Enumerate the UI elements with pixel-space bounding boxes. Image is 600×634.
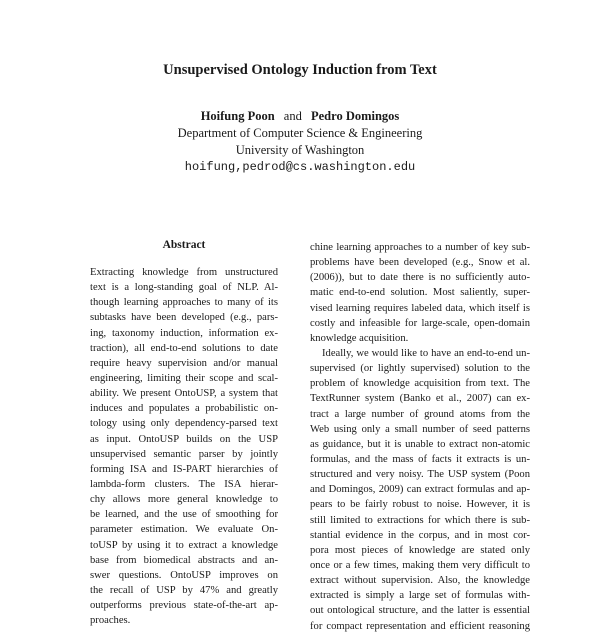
abstract-text-line: Extracting knowledge from unstructured xyxy=(90,267,278,278)
abstract-text-line: traction), all end-to-end solutions to date xyxy=(90,342,278,354)
body-para2-line: still limited to extractions for which there is sub- xyxy=(310,514,530,526)
body-para2-line: extract without supervision. Also, the knowledge xyxy=(310,575,530,587)
author-names xyxy=(0,108,600,125)
abstract-heading: Abstract xyxy=(162,239,206,251)
abstract-text-line: engineering, limiting their scope and scal- xyxy=(90,372,278,384)
abstract-text-line: be learned, and the use of smoothing for xyxy=(90,509,278,521)
abstract-text-line: proaches. xyxy=(90,615,131,627)
body-para2-line: for compact representation and efficient reasoning xyxy=(310,620,530,632)
abstract-text-line: lambda-form clusters. The ISA hierar- xyxy=(90,478,278,490)
body-para2-line: once or a few times, making them very difficult to xyxy=(310,559,530,571)
body-para2-line: pears to be fairly robust to noise. However, it is xyxy=(310,499,530,511)
body-para2-line: and Domingos, 2009) can extract formulas and ap- xyxy=(310,484,530,496)
body-para1-line: (2006)), but to date there is no sufficiently auto- xyxy=(310,272,530,284)
author-block xyxy=(0,108,600,176)
abstract-text-line: unsupervised semantic parser by jointly xyxy=(90,448,278,460)
body-para1-line: problems have been developed (e.g., Snow et al. xyxy=(310,257,530,269)
abstract-body xyxy=(90,265,278,628)
body-para1-line: knowledge acquisition. xyxy=(310,332,409,344)
body-para2-line: as guidance, but it is unable to extract non-atomic xyxy=(310,438,530,450)
body-para2-line: extracted is simply a large set of formulas with- xyxy=(310,590,530,602)
abstract-text-line: text is a long-standing goal of NLP. Al- xyxy=(90,282,278,294)
body-para2-line: Ideally, we would like to have an end-to-end un- xyxy=(322,347,530,359)
abstract-text-line: forming ISA and IS-PART hierarchies of xyxy=(90,463,278,475)
body-para2-line: supervised (or lightly supervised) solution to the xyxy=(310,363,530,375)
body-para1-line: vised learning requires labeled data, which itself is xyxy=(310,302,530,314)
paper-title: Unsupervised Ontology Induction from Text xyxy=(163,62,437,78)
right-column-body xyxy=(310,240,530,634)
abstract-text-line: swer questions. OntoUSP improves on xyxy=(90,569,278,581)
body-para2-line: structured and very noisy. The USP system (Poon xyxy=(310,469,530,481)
body-para2-line: stantial evidence in the corpus, and in most cor- xyxy=(310,529,530,541)
body-para2-line: problem of knowledge acquisition from text. The xyxy=(310,378,530,390)
author-2: Pedro Domingos xyxy=(310,109,400,123)
abstract-text-line: outperforms previous state-of-the-art ap- xyxy=(90,600,278,612)
body-para2-line: formulas, and the mass of facts it extracts is un- xyxy=(310,453,530,465)
abstract-text-line: base from biomedical abstracts and an- xyxy=(90,554,278,566)
abstract-text-line: require heavy supervision and/or manual xyxy=(90,357,278,369)
abstract-text-line: induces and populates a probabilistic on- xyxy=(90,403,278,415)
affiliation-university: University of Washington xyxy=(235,143,365,157)
body-para2-line: Web using only a small number of seed patterns xyxy=(310,423,530,435)
abstract-text-line: ability. We present OntoUSP, a system that xyxy=(90,388,278,400)
abstract-text-line: the recall of USP by 47% and greatly xyxy=(90,584,278,596)
affiliation-department: Department of Computer Science & Engineering xyxy=(177,126,423,140)
body-para1-line: chine learning approaches to a number of key sub- xyxy=(310,242,530,253)
body-para2-line: tract a large number of ground atoms from the xyxy=(310,408,530,420)
abstract-text-line: parameter estimation. We evaluate On- xyxy=(90,524,278,536)
abstract-text-line: tology using only dependency-parsed text xyxy=(90,418,278,430)
body-para2-line: out ontological structure, and the latter is essential xyxy=(310,605,530,617)
abstract-text-line: though learning approaches to many of its xyxy=(90,297,278,309)
abstract-text-line: ing, taxonomy induction, information ex- xyxy=(90,327,278,339)
body-para1-line: costly and infeasible for large-scale, open-domain xyxy=(310,317,530,329)
author-email: hoifung,pedrod@cs.washington.edu xyxy=(184,160,416,174)
author-1: Hoifung Poon xyxy=(200,109,275,123)
author-conjunction: and xyxy=(283,109,302,123)
abstract-text-line: subtasks have been developed (e.g., pars- xyxy=(90,312,278,324)
abstract-text-line: as input. OntoUSP builds on the USP xyxy=(90,433,278,445)
body-para2-line: pora most pieces of knowledge are stated only xyxy=(310,544,530,556)
body-para1-line: matic end-to-end solution. Most saliently, super- xyxy=(310,287,530,299)
abstract-text-line: chy allows more general knowledge to xyxy=(90,494,278,506)
abstract-text-line: toUSP by using it to extract a knowledge xyxy=(90,539,278,551)
body-para2-line: TextRunner system (Banko et al., 2007) can ex- xyxy=(310,393,530,405)
